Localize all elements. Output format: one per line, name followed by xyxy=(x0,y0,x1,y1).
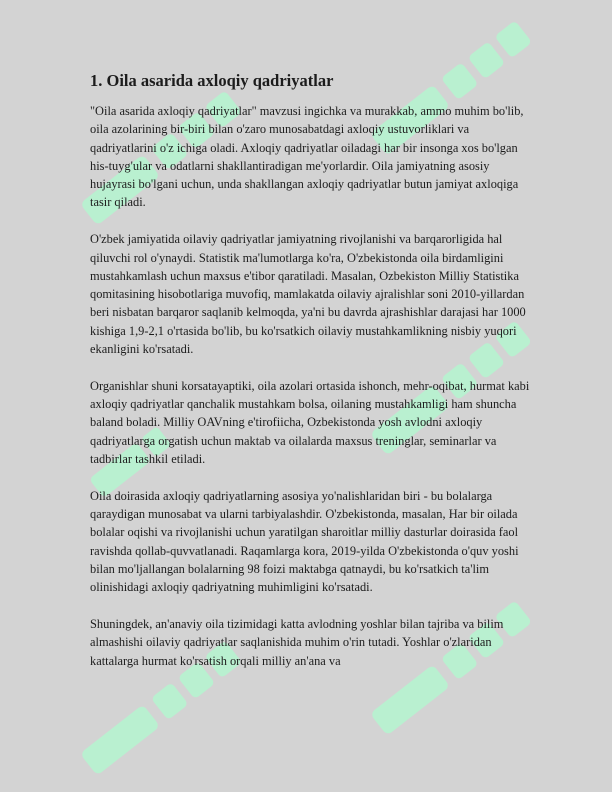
paragraph-1: "Oila asarida axloqiy qadriyatlar" mavzusi ingichka va murakkab, ammo muhim bo'lib, oila azolarining bir-biri bilan o'zaro munosabatdagi axloqiy ustuvorliklari va qadriyatlarini o'z ichiga oladi. Axloqiy qadriyatlar oiladagi har bir insonga xos bo'lgan his-tuyg'ular va odatlarni shakllantiradigan me'yorlardir. Oila jamiyatning asosiy hujayrasi bo'lgani uchun, unda shakllangan axloqiy qadriyatlar butun jamiyat axloqiga tasir qiladi. xyxy=(90,104,524,210)
document-body xyxy=(90,70,530,689)
section-heading: 1. Oila asarida axloqiy qadriyatlar xyxy=(90,71,334,90)
paragraph-5: Shuningdek, an'anaviy oila tizimidagi katta avlodning yoshlar bilan tajriba va bilim almashishi oilaviy qadriyatlar saqlanishida muhim o'rin tutadi. Yoshlar o'zlaridan kattalarga hurmat ko'rsatish orqali milliy an'ana va xyxy=(90,617,504,668)
paragraph-2: O'zbek jamiyatida oilaviy qadriyatlar jamiyatning rivojlanishi va barqarorligida hal qiluvchi rol o'ynaydi. Statistik ma'lumotlarga ko'ra, O'zbekistonda oila birdamligini mustahkamlash uchun maxsus e'tibor qaratiladi. Masalan, Ozbekiston Milliy Statistika qomitasining hisobotlariga muvofiq, mamlakatda oilaviy ajralishlar soni 2010-yillardan beri nisbatan barqaror saqlanib kelmoqda, ya'ni bu davrda ajrashishlar darajasi har 1000 kishiga 1,9-2,1 o'rtasida bo'lib, bu ko'rsatkich oilaviy mustahkamlikning nisbiy yuqori ekanligini ko'rsatadi. xyxy=(90,232,526,357)
paragraph-3: Organishlar shuni korsatayaptiki, oila azolari ortasida ishonch, mehr-oqibat, hurmat kabi axloqiy qadriyatlar qanchalik mustahkam bolsa, oilaning mustahkamligi ham shuncha baland boladi. Milliy OAVning e'tirofiicha, Ozbekistonda yosh avlodni axloqiy qadriyatlarga orgatish uchun maktab va oilalarda maxsus treninglar, seminarlar va tadbirlar tashkil etiladi. xyxy=(90,378,530,467)
paragraph-4: Oila doirasida axloqiy qadriyatlarning asosiya yo'nalishlaridan biri - bu bolalarga qaraydigan munosabat va ularni tarbiyalashdir. O'zbekistonda, masalan, Har bir oilada bolalar oqishi va rivojlanishi uchun yaratilgan sharoitlar milliy dasturlar doirasida faol ravishda qollab-quvvatlanadi. Raqamlarga kora, 2019-yilda O'zbekistonda o'quv yoshi bilan mo'ljallangan bolalarning 98 foizi maktabga qatnaydi, bu ko'rsatkich ta'lim olinishidagi axloqiy qadriyatning muhimligini ko'rsatadi. xyxy=(90,488,519,595)
